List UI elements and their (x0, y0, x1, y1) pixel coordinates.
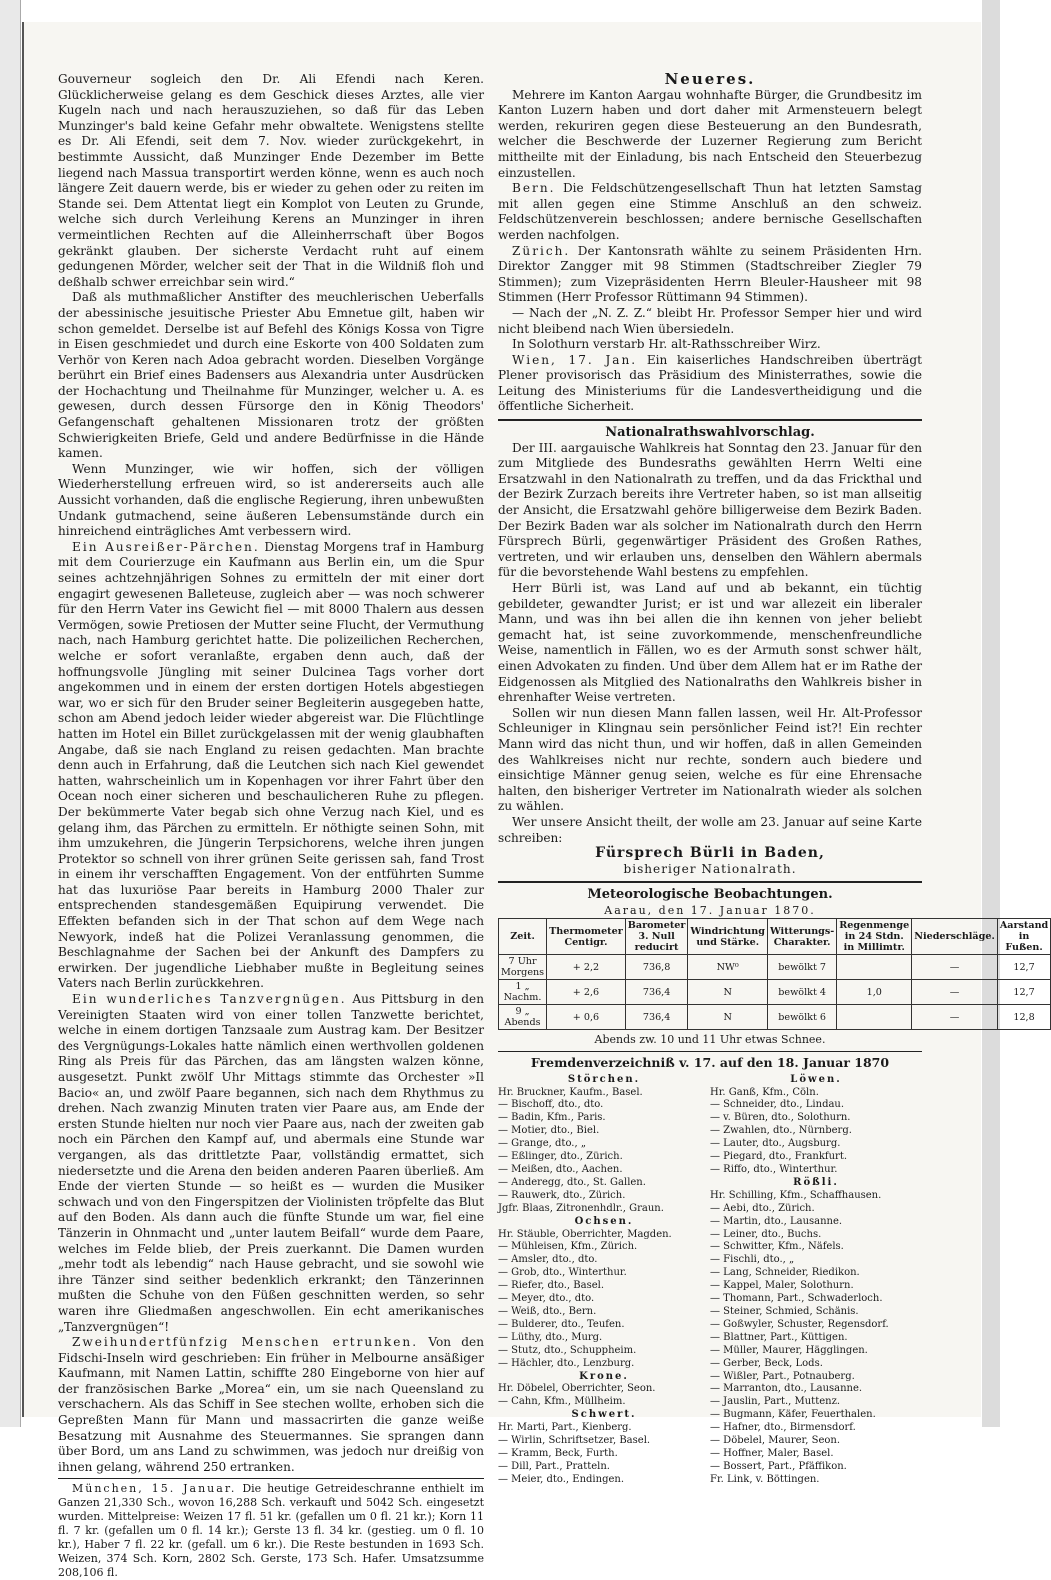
meteo-cell: bewölkt 6 (767, 1005, 836, 1030)
hotel-name: Störchen. (567, 1073, 641, 1085)
divider (498, 881, 922, 883)
meteo-cell: NW⁰ (688, 955, 768, 980)
guest-entry: — Hächler, dto., Lenzburg. (498, 1357, 635, 1369)
meteo-cell: N (688, 980, 768, 1005)
guest-entry: Hr. Ganß, Kfm., Cöln. (710, 1086, 819, 1098)
article-munzinger-end: Gouverneur sogleich den Dr. Ali Efendi nach Keren. Glücklicherweise gelang es dem Geschick dieses Arztes, alle vier Kugeln nach und nach herauszuziehen, so daß für das Leben Munzinger's bald keine Gefahr mehr obwaltete. Wenigstens stellte es Dr. Ali Efendi, seit dem 7. Nov. wieder zurückgekehrt, in bestimmte Aussicht, daß Munzinger Ende Dezember im Bette liegend nach Massua transportirt werden könne, wenn es auch noch längere Zeit dauern werde, bis er wieder zu gehen oder zu reiten im Stande sei. Dem Attentat liegt ein Komplot von Leuten zu Grunde, welche sich durch Verleihung Kerens an Munzinger in ihren vermeintlichen Rechten auf die Alleinherrschaft über Bogos gekränkt glauben. Der sicherste Verdacht ruht auf einem gedungenen Mörder, welcher seit der That in die Wildniß floh und deßhalb schwer erreichbar sein wird.“ (58, 72, 484, 289)
guest-entry: — Jauslin, Part., Muttenz. (710, 1396, 841, 1408)
meteo-cell: + 2,6 (547, 980, 626, 1005)
guest-entry: — Amsler, dto., dto. (498, 1254, 598, 1266)
guest-entry: Hr. Stäuble, Oberrichter, Magden. (498, 1228, 672, 1240)
meteo-header-cell: Aarstand in Fußen. (997, 919, 1050, 955)
meteo-header-cell: Thermometer Centigr. (547, 919, 626, 955)
guest-entry: Hr. Schilling, Kfm., Schaffhausen. (710, 1189, 882, 1201)
previous-page-edge (0, 0, 21, 1427)
wahl-paragraph-3: Sollen wir nun diesen Mann fallen lassen, weil Hr. Alt-Professor Schleuniger in Klingnau sein persönlicher Feind ist?! Ein rechter Mann wird das nicht thun, und wir hoffen, daß in allen Gemeinden des Wahlkreises nicht nur rechte, sondern auch biedere und einsichtige Männer genug seien, welche es für eine Ehrensache halten, den bisheriger Vertreter im Nationalrath wieder als solchen zu wählen. (498, 705, 922, 814)
guest-entry: Jgfr. Blaas, Zitronenhdlr., Graun. (498, 1202, 664, 1214)
munich-text: Die heutige Getreideschranne enthielt im Ganzen 21,330 Sch., wovon 16,288 Sch. verkauft und 5042 Sch. eingesetzt wurden. Mittelpreise: Weizen 17 fl. 51 kr. (gefallen um 0 fl. 21 kr.); Korn 11 fl. 7 kr. (gefallen um 0 fl. 14 kr.); Gerste 13 fl. 34 kr. (gestieg. um 0 fl. 10 kr.), Haber 7 fl. 22 kr. (gefall. um 6 kr.). Die Reste bestunden in 1693 Sch. Weizen, 374 Sch. Korn, 2802 Sch. Gerste, 173 Sch. Hafer. Umsatzsumme 208,106 fl. (58, 1482, 485, 1580)
wien-text: Ein kaiserliches Handschreiben überträgt Plener provisorisch das Präsidium des Ministerrathes, sowie die Leitung des Ministeriums für die Landesvertheidigung und die öffentliche Sicherheit. (498, 352, 922, 414)
news-aargau: Mehrere im Kanton Aargau wohnhafte Bürger, die Grundbesitz im Kanton Luzern haben und dort daher mit Armensteuern belegt werden, rekuriren gegen diese Besteuerung an den Bundesrath, welcher die Beschwerde der Luzerner Regierung zum Bericht mittheilte mit der Einladung, bis nach Entscheid den Steuerbezug einzustellen. (498, 87, 922, 180)
guest-list-left (498, 1074, 710, 1487)
meteo-date: Aarau, den 17. Januar 1870. (604, 903, 816, 917)
meteo-cell: 9 „ Abends (499, 1005, 547, 1030)
news-semper: — Nach der „N. Z. Z.“ bleibt Hr. Professor Semper hier und wird nicht bleibend nach Wien übersiedeln. (498, 305, 922, 336)
runaway-text: Dienstag Morgens traf in Hamburg mit dem Courierzuge ein Kaufmann aus Berlin ein, um die Spur seines achtzehnjährigen Sohnes zu ermitteln der mit einer dort engagirt gewesenen Balleteuse, zugleich aber — was noch schwerer für den Herrn Vater ins Gewicht fiel — mit 8000 Thalern aus dessen Vermögen, sowie Pretiosen der Mutter seine Flucht, der Vermuthung nach, nach Hamburg gerichtet hatte. Die polizeilichen Recherchen, welche er sofort veranlaßte, ergaben denn auch, daß der hoffnungsvolle Jüngling mit seiner Dulcinea Tags vorher dort angekommen und in einem der ersten dortigen Hotels abgestiegen war, wo er sich für den Bruder seiner Begleiterin ausgegeben hatte, schon am Abend jedoch leider wieder abgereist war. Die Flüchtlinge hatten im Hotel ein Billet zurückgelassen mit der wenig glaubhaften Angabe, daß sie nach England zu reisen gedachten. Man brachte denn auch in Erfahrung, daß die Leutchen sich nach Kiel gewendet hatten, wahrscheinlich um in Kopenhagen vor ihrer Fahrt über den Ocean noch einer sicheren und beschaulicheren Ruhe zu pflegen. Der bekümmerte Vater begab sich ohne Verzug nach Kiel, und es gelang ihm, das Pärchen zu ermitteln. Er nöthigte seinen Sohn, mit ihm umzukehren, die Jüngerin Terpsichorens, welche ihren jungen Protektor so schnell von ihrer grünen Seite gerissen sah, fand Trost in einem ihr verschafften Engagement. Von der entführten Summe hat das luxuriöse Paar bereits in Hamburg 2000 Thaler zur entsprechenden standesgemäßen Equipirung verwendet. Die Effekten befanden sich in der That schon auf dem Wege nach Newyork, indeß hat die Polizei Veranlassung genommen, die Beschlagnahme der Sachen bei der Ankunft des Dampfers zu erwirken. Der jugendliche Liebhaber mußte in Begleitung seines Vaters nach Berlin zurückkehren. (58, 539, 484, 991)
meteo-table (498, 918, 1051, 1030)
meteo-cell: + 0,6 (547, 1005, 626, 1030)
meteo-cell: bewölkt 4 (767, 980, 836, 1005)
wahl-paragraph-4: Wer unsere Ansicht theilt, der wolle am 23. Januar auf seine Karte schreiben: (498, 814, 922, 845)
next-page-edge (982, 0, 1000, 1427)
guest-entry: — Cahn, Kfm., Müllheim. (498, 1396, 626, 1408)
meteo-note: Abends zw. 10 und 11 Uhr etwas Schnee. (594, 1033, 826, 1047)
fremden-heading: Fremdenverzeichniß v. 17. auf den 18. Januar 1870 (530, 1055, 890, 1071)
guest-entry: — Bugmann, Käfer, Feuerthalen. (710, 1409, 876, 1421)
meteo-header-cell: Barometer 3. Null reducirt (625, 919, 688, 955)
guest-entry: — Bulderer, dto., Teufen. (498, 1318, 625, 1330)
guest-entry: Fr. Link, v. Böttingen. (710, 1473, 820, 1485)
guest-entry: — Hafner, dto., Birmensdorf. (710, 1422, 856, 1434)
meteo-cell: bewölkt 7 (767, 955, 836, 980)
guest-entry: — Leiner, dto., Buchs. (710, 1228, 822, 1240)
meteo-cell: — (912, 955, 998, 980)
meteo-cell: 12,7 (997, 980, 1050, 1005)
divider (498, 1051, 922, 1052)
meteo-heading: Meteorologische Beobachtungen. (587, 887, 833, 903)
meteo-header-cell: Regenmenge in 24 Stdn. in Millimtr. (837, 919, 912, 955)
hotel-name: Krone. (579, 1370, 629, 1382)
guest-entry: — Bischoff, dto., dto. (498, 1099, 604, 1111)
meteo-cell: — (912, 1005, 998, 1030)
guest-entry: — Wißler, Part., Potnauberg. (710, 1370, 855, 1382)
runaway-headline: Ein Ausreißer-Pärchen. (72, 539, 260, 554)
dance-text: Aus Pittsburg in den Vereinigten Staaten wird von einer tollen Tanzwette berichtet, welche in einem dortigen Tanzsaale zum Austrag kam. Der Besitzer des Vergnügungs-Lokales hatte nämlich einen werthvollen goldenen Ring als Preis für das Pärchen, das am längsten walzen könne, ausgesetzt. Punkt zwölf Uhr Mittags stimmte das Orchester »Il Bacio« an, und zwölf Paare begannen, sich nach dem Rhythmus zu drehen. Nach zwanzig Minuten traten vier Paare aus, am Ende der ersten Stunde hielten nur noch vier Paare aus, nach der zweiten gab noch ein Pärchen den Kampf auf, und abermals eine Stunde war vergangen, als das drittletzte Paar, vollständig ermattet, sich niedersetzte und die Arena den beiden anderen Paaren überließ. Am Ende der vierten Stunde — so heißt es — wurden die Musiker schwach und von den Fingerspitzen der Violinisten tröpfelte das Blut auf den Boden. Als dann auch die fünfte Stunde um war, fiel eine Tänzerin in Ohnmacht und „unter lautem Beifall“ wurde dem Paare, welches im Felde blieb, der Preis zuerkannt. Die Damen wurden „mehr todt als lebendig“ nach Hause gebracht, und sie sowohl wie ihre Tänzer sind seither bedenklich erkrankt; den Tänzerinnen mußten die Schuhe von den Füßen geschnitten werden, so sehr waren ihre Gliedmaßen angeschwollen. Ein echt amerikanisches „Tanzvergnügen“! (58, 992, 484, 1334)
hotel-name: Rößli. (793, 1176, 839, 1188)
meteo-cell: 7 Uhr Morgens (499, 955, 547, 980)
guest-entry: — Meyer, dto., dto. (498, 1293, 595, 1305)
guest-entry: — Gerber, Beck, Lods. (710, 1357, 823, 1369)
meteo-row (499, 1005, 1051, 1030)
guest-entry: — Kappel, Maler, Solothurn. (710, 1280, 854, 1292)
guest-entry: — Aebi, dto., Zürich. (710, 1202, 815, 1214)
meteo-cell: 736,4 (625, 1005, 688, 1030)
guest-entry: Hr. Döbelel, Oberrichter, Seon. (498, 1383, 656, 1395)
wien-dateline: Wien, 17. Jan. (512, 352, 638, 367)
guest-entry: — Weiß, dto., Bern. (498, 1305, 597, 1317)
guest-entry: — Meißen, dto., Aachen. (498, 1164, 623, 1175)
meteo-cell: + 2,2 (547, 955, 626, 980)
candidate-title: bisheriger Nationalrath. (623, 861, 797, 876)
wahlvorschlag-heading: Nationalrathswahlvorschlag. (605, 425, 815, 441)
guest-entry: — Bossert, Part., Pfäffikon. (710, 1460, 847, 1472)
article-runaway-couple (58, 540, 484, 992)
guest-entry: — Piegard, dto., Frankfurt. (710, 1151, 848, 1163)
meteo-cell (837, 1005, 912, 1030)
guest-entry: — Lauter, dto., Augsburg. (710, 1138, 841, 1150)
drowned-text: Von den Fidschi-Inseln wird geschrieben: Ein früher in Melbourne ansäßiger Kaufmann, mit Namen Lattin, schiffte 280 Eingeborne von hier auf der französischen Barke „Morea“ ein, um sie nach Queensland zu verschachern. Als das Schiff in See stechen wollte, erhoben sich die Gepreßten Mann für Mann und massacrirten die ganze weiße Besatzung mit Ausnahme des Steuermannes. Sie sprangen dann über Bord, um ans Land zu schwimmen, was jedoch nur dreißig von ihnen gelang, während 250 ertranken. (58, 1335, 484, 1474)
guest-entry: — Meier, dto., Endingen. (498, 1473, 625, 1485)
guest-entry: — Zwahlen, dto., Nürnberg. (710, 1125, 852, 1137)
meteo-row (499, 980, 1051, 1005)
guest-entry: — Blattner, Part., Küttigen. (710, 1331, 848, 1343)
meteo-header-cell: Windrichtung und Stärke. (688, 919, 768, 955)
guest-entry: — Lang, Schneider, Riedikon. (710, 1267, 860, 1279)
meteo-cell: 12,7 (997, 955, 1050, 980)
divider (498, 419, 922, 421)
divider (58, 1478, 484, 1479)
guest-entry: — Badin, Kfm., Paris. (498, 1112, 606, 1124)
guest-entry: — Grange, dto., „ (498, 1138, 587, 1150)
guest-entry: Hr. Marti, Part., Kienberg. (498, 1422, 632, 1434)
munich-dateline: München, 15. Januar. (72, 1482, 237, 1496)
bern-text: Die Feldschützengesellschaft Thun hat letzten Samstag mit allen gegen eine Stimme Anschluß an den schweiz. Feldschützenverein beschlossen; andere bernische Gesellschaften werden nachfolgen. (498, 181, 922, 242)
guest-entry: — Grob, dto., Winterthur. (498, 1267, 627, 1279)
guest-entry: — Marranton, dto., Lausanne. (710, 1383, 863, 1395)
guest-entry: — Fischli, dto., „ (710, 1254, 795, 1266)
zurich-text: Der Kantonsrath wählte zu seinem Präsidenten Hrn. Direktor Zangger mit 98 Stimmen (Stadtschreiber Ziegler 79 Stimmen); zum Vizepräsidenten Herrn Bleuler-Hausheer mit 98 Stimmen (Herr Professor Rüttimann 94 Stimmen). (498, 243, 922, 305)
guest-entry: — Stutz, dto., Schuppheim. (498, 1344, 637, 1356)
meteo-cell: 736,8 (625, 955, 688, 980)
guest-entry: — Lüthy, dto., Murg. (498, 1331, 603, 1343)
guest-entry: — Dill, Part., Pratteln. (498, 1460, 610, 1472)
meteo-cell: 1 „ Nachm. (499, 980, 547, 1005)
guest-entry: — Müller, Maurer, Hägglingen. (710, 1344, 868, 1356)
guest-entry: — Riffo, dto., Winterthur. (710, 1164, 838, 1175)
guest-entry: — Anderegg, dto., St. Gallen. (498, 1176, 646, 1188)
article-munich-market (58, 1482, 484, 1580)
guest-entry: — Mühleisen, Kfm., Zürich. (498, 1241, 638, 1253)
news-zurich (498, 244, 922, 306)
article-dance-contest (58, 992, 484, 1335)
left-column (58, 72, 484, 1580)
guest-entry: — Steiner, Schmied, Schänis. (710, 1305, 859, 1317)
meteo-cell: 12,8 (997, 1005, 1050, 1030)
meteo-cell: — (912, 980, 998, 1005)
guest-entry: — Schwitter, Kfm., Näfels. (710, 1241, 844, 1253)
meteo-cell: N (688, 1005, 768, 1030)
zurich-dateline: Zürich. (512, 243, 571, 258)
news-bern (498, 181, 922, 243)
guest-entry: — Goßwyler, Schuster, Regensdorf. (710, 1318, 889, 1330)
guest-entry: — Wirlin, Schriftsetzer, Basel. (498, 1435, 651, 1447)
article-munzinger-hope: Wenn Munzinger, wie wir hoffen, sich der völligen Wiederherstellung erfreuen wird, so ist andererseits auch alle Aussicht vorhanden, daß die englische Regierung, ihren unbewußten Undank gutmachend, seine äußeren Lebensumstände durch ein hinreichend einträgliches Amt verbessern wird. (58, 461, 484, 539)
article-drowned (58, 1335, 484, 1475)
wahl-paragraph-1: Der III. aargauische Wahlkreis hat Sonntag den 23. Januar für den zum Mitgliede des Bundesraths gewählten Herrn Welti eine Ersatzwahl in den Nationalrath zu treffen, und da das Frickthal und der Bezirk Zurzach bereits ihre Vertreter haben, so ist man allseitig der Ansicht, die Ersatzwahl gehöre billigerweise dem Bezirk Baden. Der Bezirk Baden war als solcher im Nationalrath durch den Herrn Fürsprech Bürli, gegenwärtiger Präsident des Großen Rathes, vertreten, und wir erlauben uns, denselben den Wählern abermals für die bevorstehende Wahl bestens zu empfehlen. (498, 440, 922, 580)
meteo-cell (837, 955, 912, 980)
guest-register (498, 1074, 922, 1487)
candidate-name: Fürsprech Bürli in Baden, (595, 845, 825, 862)
guest-entry: — Motier, dto., Biel. (498, 1125, 600, 1137)
meteo-header-cell: Niederschläge. (912, 919, 998, 955)
guest-entry: — Kramm, Beck, Furth. (498, 1447, 618, 1459)
hotel-name: Löwen. (790, 1073, 842, 1085)
meteo-cell: 736,4 (625, 980, 688, 1005)
news-solothurn: In Solothurn verstarb Hr. alt-Rathsschreiber Wirz. (512, 337, 821, 352)
guest-entry: — Hoffner, Maler, Basel. (710, 1447, 834, 1459)
guest-entry: — Martin, dto., Lausanne. (710, 1215, 843, 1227)
guest-entry: — Rauwerk, dto., Zürich. (498, 1189, 626, 1201)
bern-dateline: Bern. (512, 181, 556, 196)
meteo-row (499, 955, 1051, 980)
guest-entry: — v. Büren, dto., Solothurn. (710, 1112, 851, 1124)
article-munzinger-suspect: Daß als muthmaßlicher Anstifter des meuchlerischen Ueberfalls der abessinische jesuitische Priester Abu Emnetue gilt, haben wir schon gemeldet. Derselbe ist auf Befehl des Königs Kossa von Tigre in Eisen geschmiedet und durch eine Eskorte von 400 Soldaten zum Verhör von Keren nach Adoa gebracht worden. Dieselben Vorgänge berührt ein Brief eines Badensers aus Alexandria unter Ausdrücken der Hochachtung und Theilnahme für Munzinger, welcher u. A. es gewesen, durch dessen Fürsorge den in König Theodors' Gefangenschaft gehaltenen Missionaren trotz der größten Schwierigkeiten Briefe, Geld und andere Bedürfnisse in die Hände kamen. (58, 290, 484, 461)
meteo-cell: 1,0 (837, 980, 912, 1005)
wahl-paragraph-2: Herr Bürli ist, was Land auf und ab bekannt, ein tüchtig gebildeter, gewandter Jurist; er ist und war allezeit ein liberaler Mann, und was ihn bei allen die ihn kennen von jeher beliebt gemacht hat, ist seine zuvorkommende, menschenfreundliche Weise, namentlich in Fällen, wo es der Armuth sonst schwer hält, einen Advokaten zu finden. Und über dem Allem hat er im Rathe der Eidgenossen als Mitglied des Nationalraths den Wahlkreis bisher in ehrenhafter Weise vertreten. (498, 581, 922, 705)
meteo-header-cell: Witterungs-Charakter. (767, 919, 836, 955)
guest-entry: — Döbelel, Maurer, Seon. (710, 1435, 840, 1447)
guest-entry: Hr. Bruckner, Kaufm., Basel. (498, 1086, 643, 1098)
guest-entry: — Thomann, Part., Schwaderloch. (710, 1293, 883, 1305)
dance-headline: Ein wunderliches Tanzvergnügen. (72, 992, 347, 1007)
hotel-name: Schwert. (571, 1409, 637, 1421)
drowned-headline: Zweihundertfünfzig Menschen ertrunken. (72, 1335, 419, 1350)
right-column (498, 70, 1049, 1487)
guest-entry: — Schneider, dto., Lindau. (710, 1099, 845, 1111)
hotel-name: Ochsen. (574, 1215, 634, 1227)
meteo-header-cell: Zeit. (499, 919, 547, 955)
news-wien (498, 353, 922, 415)
guest-entry: — Riefer, dto., Basel. (498, 1280, 605, 1292)
neueres-heading: Neueres. (664, 70, 756, 88)
guest-list-right (710, 1074, 922, 1487)
guest-entry: — Eßlinger, dto., Zürich. (498, 1151, 623, 1163)
